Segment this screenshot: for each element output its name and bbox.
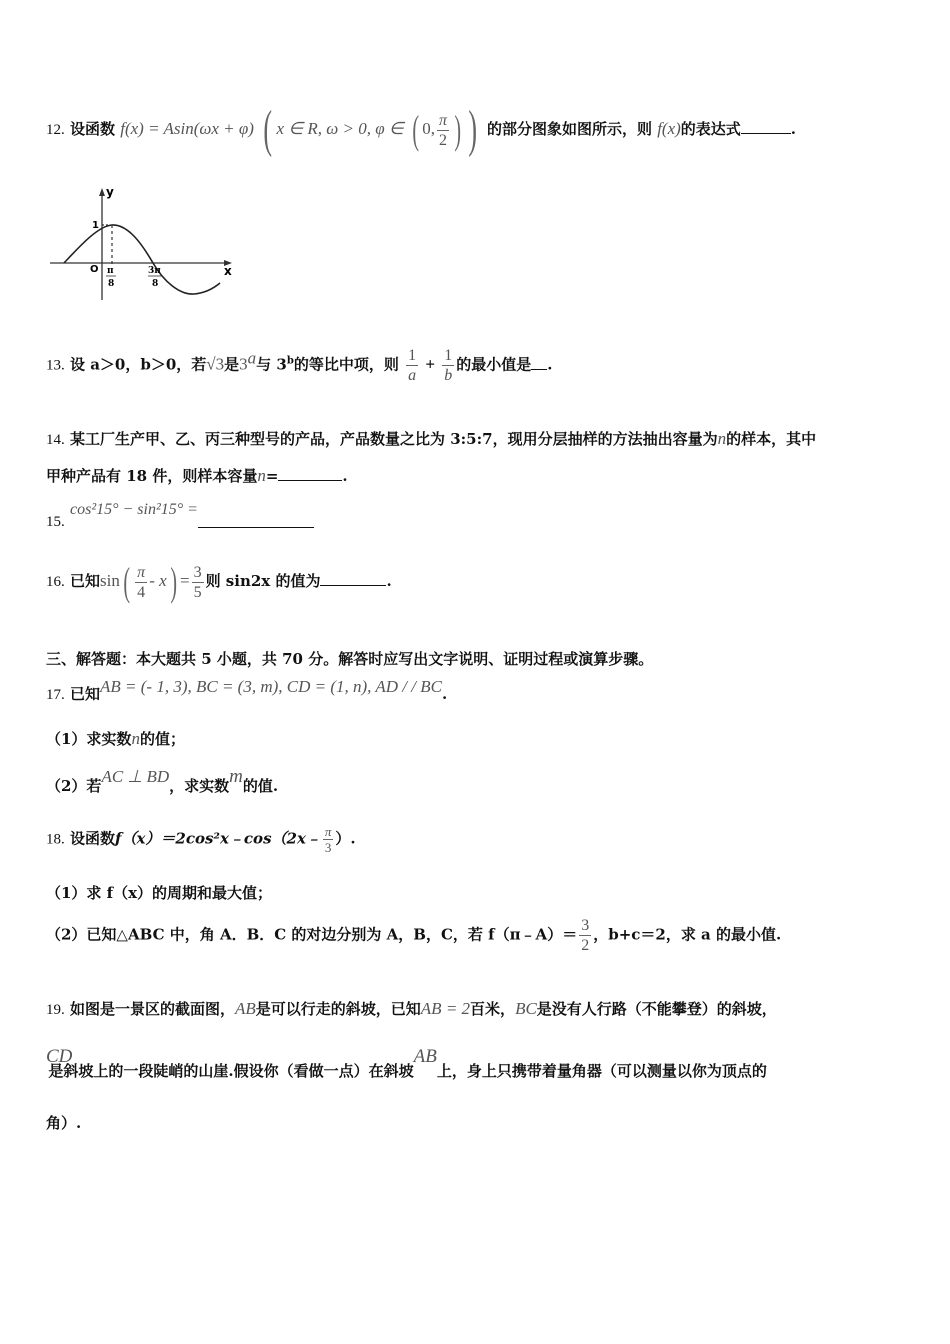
q12-tail: 的部分图象如图所示，则 bbox=[486, 120, 652, 138]
q19-line1: 19. 如图是一景区的截面图，AB是可以行走的斜坡，已知AB = 2百米，BC是没有人行路（不能攀登）的斜坡， bbox=[46, 999, 777, 1018]
q12-pi-over-2: $\frac{\pi}{2}$ bbox=[439, 111, 448, 149]
tick1-num: π bbox=[107, 266, 114, 276]
q17-part1: （1）求实数n的值； bbox=[46, 729, 185, 748]
q12-left-paren: ( bbox=[263, 101, 273, 158]
q15-answer-blank bbox=[198, 526, 314, 528]
q15-expression: cos²15° − sin²15° = bbox=[69, 501, 198, 518]
q13-frac-1a: $\frac{1}{a}$ bbox=[408, 347, 417, 384]
q12-fx: f(x) bbox=[657, 119, 681, 138]
q12-right-paren: ) bbox=[468, 101, 478, 158]
q15-number: 15. bbox=[46, 514, 65, 530]
tick2-den: 8 bbox=[152, 279, 159, 289]
q17-number: 17. bbox=[46, 687, 65, 703]
q12-line: 12. 设函数 f(x) = Asin(ωx + φ) ( x ∈ R, ω > 0, φ ∈ ( 0, $\frac{\pi}{2}$ ) ) 的部分图象如图所示，则 f(x)的表达式 . bbox=[46, 101, 797, 158]
q12-interval-open: ( bbox=[412, 107, 419, 152]
q12-function: f(x) = Asin(ωx + φ) bbox=[120, 119, 254, 138]
q14-answer-blank bbox=[278, 479, 342, 481]
q16-pi-over-4: $\frac{\pi}{4}$ bbox=[137, 563, 146, 601]
q16-number: 16. bbox=[46, 574, 65, 590]
q18-pi-over-3: $\frac{\pi}{3}$ bbox=[324, 824, 332, 855]
q19-line2: CD是斜坡上的一段陡峭的山崖.假设你（看做一点）在斜坡AB上，身上只携带着量角器（可以测量以你为顶点的 bbox=[46, 1046, 767, 1080]
section3-title: 三、解答题：本大题共 5 小题，共 70 分。解答时应写出文字说明、证明过程或演算步骤。 bbox=[46, 650, 654, 668]
q13-frac-1b: $\frac{1}{b}$ bbox=[444, 347, 453, 384]
q14-line1: 14. 某工厂生产甲、乙、丙三种型号的产品，产品数量之比为 3:5:7，现用分层抽样的方法抽出容量为n的样本，其中 bbox=[46, 429, 817, 448]
q19-number: 19. bbox=[46, 1002, 65, 1018]
q17-line: 17. 已知AB = (- 1, 3), BC = (3, m), CD = (1, n), AD / / BC. bbox=[46, 677, 448, 703]
q12-interval-close: ) bbox=[454, 107, 462, 152]
q12-number: 12. bbox=[46, 122, 65, 138]
y-axis-arrow bbox=[99, 188, 105, 196]
q16-answer-blank bbox=[320, 584, 386, 586]
q12-sine-graph bbox=[46, 182, 246, 307]
q18-part1: （1）求 f（x）的周期和最大值； bbox=[46, 884, 273, 902]
x-label: x bbox=[224, 264, 232, 278]
sine-curve bbox=[64, 225, 220, 294]
q18-expression: f（x）＝2cos²x﹣cos（2x﹣ bbox=[115, 829, 321, 848]
origin-label: O bbox=[90, 264, 99, 275]
q16-line: 16. 已知sin( $\frac{\pi}{4}$ - x) = $\frac{3}{5}$ 则 sin2x 的值为 . bbox=[46, 559, 392, 604]
q13-number: 13. bbox=[46, 357, 65, 374]
q17-part2: （2）若AC ⊥ BD，求实数m的值. bbox=[46, 766, 279, 795]
q18-part2: （2）已知△ABC 中，角 A．B．C 的对边分别为 A，B，C，若 f（π﹣A）＝ $\frac{3}{2}$ ，b+c＝2，求 a 的最小值. bbox=[46, 917, 782, 954]
q18-line: 18. 设函数f（x）＝2cos²x﹣cos（2x﹣ $\frac{\pi}{3}$ ）. bbox=[46, 824, 356, 855]
y-one-label: 1 bbox=[92, 220, 99, 231]
tick2-num: 3π bbox=[148, 266, 161, 276]
q14-line2: 甲种产品有 18 件，则样本容量n= . bbox=[46, 466, 348, 485]
tick1-den: 8 bbox=[108, 279, 115, 289]
q12-tail2: 的表达式 bbox=[680, 120, 741, 138]
q15-line bbox=[46, 500, 314, 530]
q18-number: 18. bbox=[46, 831, 65, 848]
q19-line3: 角）. bbox=[46, 1114, 82, 1132]
q16-three-fifths: $\frac{3}{5}$ bbox=[193, 563, 202, 601]
q12-lead: 设函数 bbox=[69, 120, 115, 138]
q18-three-halves: $\frac{3}{2}$ bbox=[581, 917, 590, 954]
q17-vectors: AB = (- 1, 3), BC = (3, m), CD = (1, n), AD / / BC bbox=[100, 677, 442, 696]
q13-answer-blank bbox=[531, 368, 547, 370]
y-label: y bbox=[106, 185, 114, 199]
q13-line: 13. 设 a＞0，b＞0，若√3是3$^a$与 3$^b$的等比中项，则 $\frac{1}{a}$ + $\frac{1}{b}$ 的最小值是 . bbox=[46, 347, 553, 384]
q13-sqrt3: √3 bbox=[206, 354, 225, 374]
q12-condition: x ∈ R, ω > 0, φ ∈ bbox=[276, 119, 404, 138]
q14-number: 14. bbox=[46, 432, 65, 448]
q12-answer-blank bbox=[741, 132, 791, 134]
q12-interval-start: 0, bbox=[422, 119, 436, 138]
